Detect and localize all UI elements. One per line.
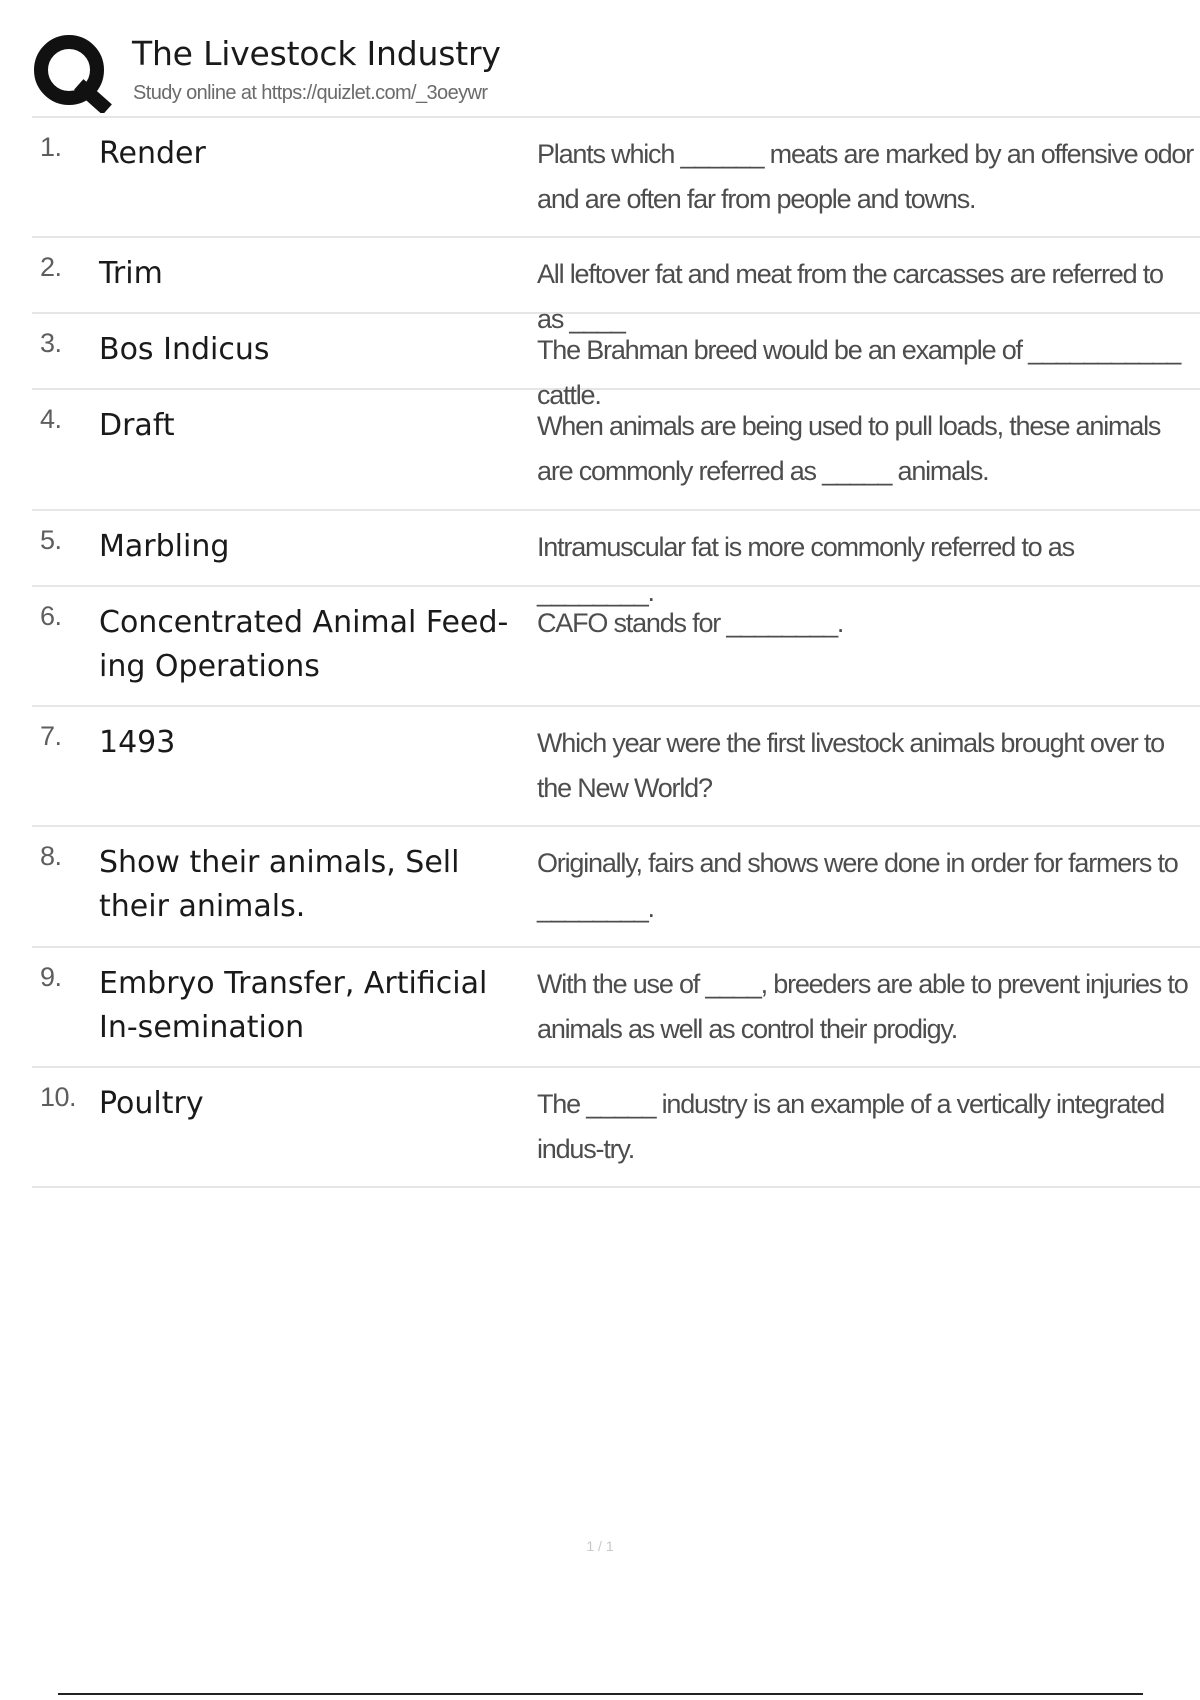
card-definition: The Brahman breed would be an example of ___________ cattle. bbox=[537, 335, 1181, 410]
flashcard-row bbox=[32, 390, 1200, 511]
card-definition: Plants which ______ meats are marked by an offensive odor and are often far from people and towns. bbox=[537, 139, 1194, 214]
page-bottom-border bbox=[58, 1693, 1143, 1695]
card-term: Show their animals, Sell their animals. bbox=[99, 845, 460, 924]
card-number: 2. bbox=[40, 252, 62, 282]
card-term: Embryo Transfer, Artificial In-semination bbox=[99, 966, 488, 1045]
card-definition: The _____ industry is an example of a vertically integrated indus-try. bbox=[537, 1089, 1165, 1164]
flashcard-row bbox=[32, 827, 1200, 948]
flashcard-row bbox=[32, 948, 1200, 1068]
card-number: 10. bbox=[40, 1082, 77, 1112]
card-definition: With the use of ____, breeders are able to prevent injuries to animals as well as control their prodigy. bbox=[537, 969, 1188, 1044]
document-title: The Livestock Industry bbox=[132, 34, 501, 73]
flashcard-row bbox=[32, 707, 1200, 827]
card-term: Draft bbox=[99, 408, 175, 443]
card-definition: When animals are being used to pull loads, these animals are commonly referred as _____ animals. bbox=[537, 411, 1161, 486]
card-term: 1493 bbox=[99, 725, 176, 760]
card-definition: All leftover fat and meat from the carcasses are referred to as ____ bbox=[537, 259, 1163, 334]
card-number: 7. bbox=[40, 721, 62, 751]
card-number: 5. bbox=[40, 525, 62, 555]
card-number: 8. bbox=[40, 841, 62, 871]
card-term: Marbling bbox=[99, 529, 230, 564]
study-online-link[interactable]: Study online at https://quizlet.com/_3oeywr bbox=[133, 82, 488, 104]
card-term: Render bbox=[99, 136, 206, 171]
flashcard-row bbox=[32, 238, 1200, 334]
card-term: Bos Indicus bbox=[99, 332, 270, 367]
flashcard-row bbox=[32, 1068, 1200, 1188]
card-definition: Originally, fairs and shows were done in order for farmers to ________. bbox=[537, 848, 1178, 923]
quizlet-logo-icon bbox=[32, 33, 112, 113]
card-definition: Intramuscular fat is more commonly referred to as ________. bbox=[537, 532, 1074, 607]
card-number: 6. bbox=[40, 601, 62, 631]
flashcard-row bbox=[32, 511, 1200, 607]
card-number: 1. bbox=[40, 132, 62, 162]
card-number: 9. bbox=[40, 962, 62, 992]
card-number: 4. bbox=[40, 404, 62, 434]
document-header bbox=[32, 30, 1200, 116]
flashcard-row bbox=[32, 587, 1200, 707]
card-term: Concentrated Animal Feed-ing Operations bbox=[99, 605, 509, 684]
card-term: Trim bbox=[99, 256, 163, 291]
page-number: 1 / 1 bbox=[586, 1538, 614, 1554]
card-definition: CAFO stands for ________. bbox=[537, 608, 844, 638]
flashcard-row bbox=[32, 118, 1200, 238]
card-definition: Which year were the first livestock animals brought over to the New World? bbox=[537, 728, 1164, 803]
flashcard-row bbox=[32, 314, 1200, 410]
card-term: Poultry bbox=[99, 1086, 204, 1121]
flashcard-list bbox=[32, 118, 1200, 1188]
card-number: 3. bbox=[40, 328, 62, 358]
